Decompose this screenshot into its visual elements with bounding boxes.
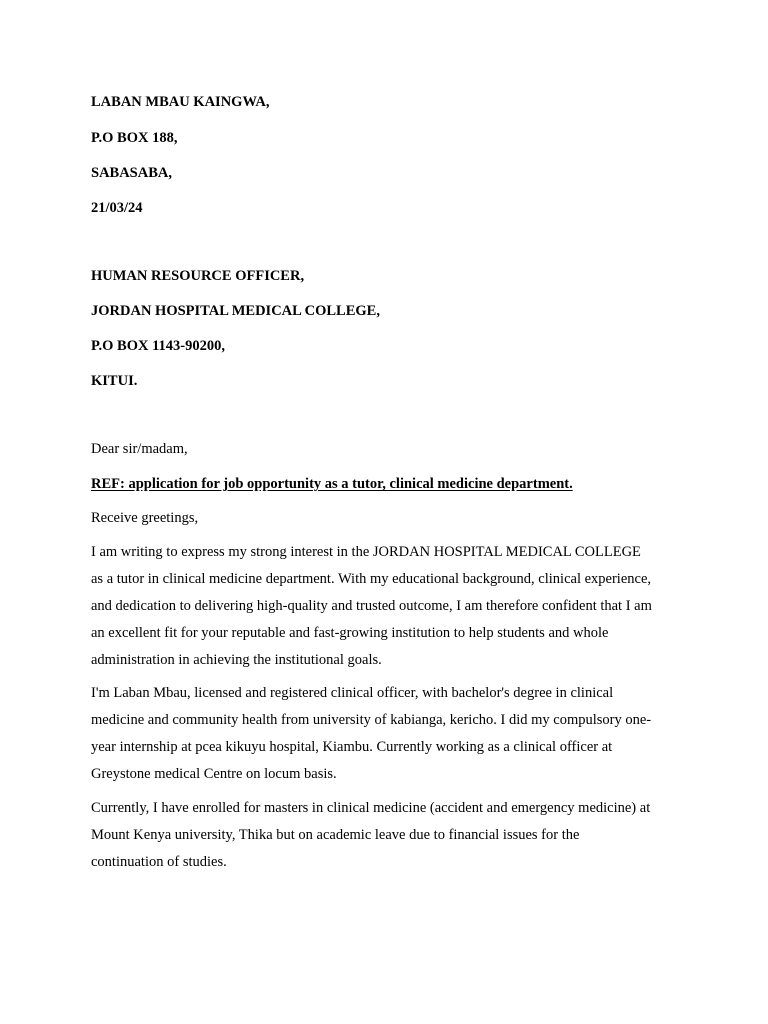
reference-line: REF: application for job opportunity as a tutor, clinical medicine department. [91, 476, 573, 492]
paragraph-line: continuation of studies. [91, 854, 227, 870]
recipient-box: P.O BOX 1143-90200, [91, 338, 226, 354]
paragraph-line: I'm Laban Mbau, licensed and registered clinical officer, with bachelor's degree in clinical [91, 685, 614, 701]
paragraph-line: administration in achieving the institutional goals. [91, 652, 382, 668]
recipient-organization: JORDAN HOSPITAL MEDICAL COLLEGE, [91, 303, 380, 319]
sender-name: LABAN MBAU KAINGWA, [91, 94, 270, 110]
paragraph-line: as a tutor in clinical medicine department. With my educational background, clinical experience, [91, 571, 652, 587]
greeting: Receive greetings, [91, 510, 199, 526]
sender-town: SABASABA, [91, 165, 172, 181]
paragraph-line: year internship at pcea kikuyu hospital, Kiambu. Currently working as a clinical officer at [91, 739, 613, 755]
paragraph-line: medicine and community health from university of kabianga, kericho. I did my compulsory one- [91, 712, 652, 728]
recipient-title: HUMAN RESOURCE OFFICER, [91, 268, 305, 284]
salutation: Dear sir/madam, [91, 441, 188, 457]
paragraph-line: and dedication to delivering high-quality and trusted outcome, I am therefore confident that I am [91, 598, 652, 614]
paragraph-line: I am writing to express my strong interest in the JORDAN HOSPITAL MEDICAL COLLEGE [91, 544, 641, 560]
paragraph-line: Currently, I have enrolled for masters in clinical medicine (accident and emergency medicine) at [91, 800, 651, 816]
recipient-town: KITUI. [91, 373, 138, 389]
sender-box: P.O BOX 188, [91, 130, 178, 146]
paragraph-line: an excellent fit for your reputable and fast-growing institution to help students and whole [91, 625, 609, 641]
letter-date: 21/03/24 [91, 200, 143, 216]
paragraph-line: Mount Kenya university, Thika but on academic leave due to financial issues for the [91, 827, 580, 843]
paragraph-line: Greystone medical Centre on locum basis. [91, 766, 337, 782]
